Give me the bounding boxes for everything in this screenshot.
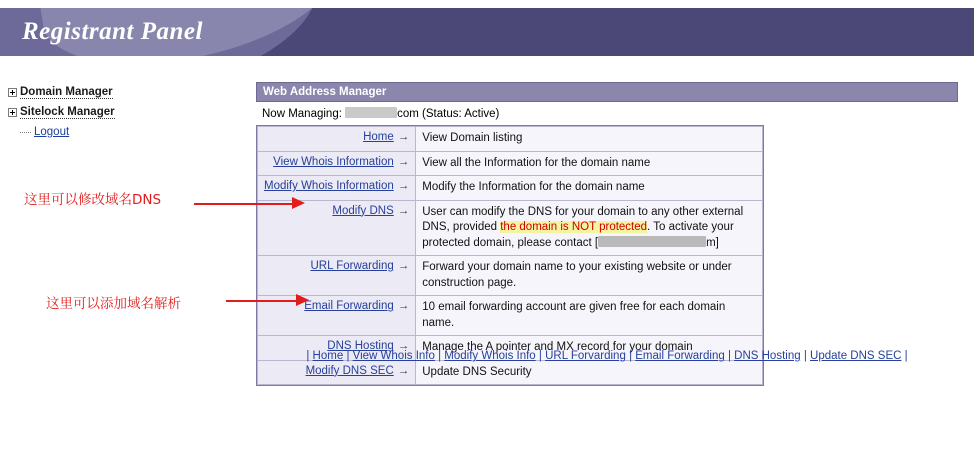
footer-separator: |	[803, 350, 807, 362]
footer-link-url-forwarding[interactable]: URL Forvarding	[545, 350, 626, 362]
sidebar-item-sitelock-manager[interactable]	[8, 102, 218, 122]
arrow-right-icon: →	[397, 364, 410, 377]
now-managing-status	[256, 102, 958, 125]
menu-link-cell[interactable]	[258, 360, 416, 385]
menu-link-modify-whois-information[interactable]: Modify Whois Information	[264, 180, 394, 193]
menu-desc-cell: Modify the Information for the domain name	[416, 176, 763, 201]
table-row	[258, 360, 763, 385]
table-row	[258, 296, 763, 336]
menu-link-dns-hosting[interactable]: DNS Hosting	[327, 340, 394, 353]
footer-separator: |	[629, 350, 633, 362]
footer-separator: |	[727, 350, 731, 362]
table-row	[258, 151, 763, 176]
footer-links	[256, 350, 958, 362]
annotation-dns-hosting-text: 这里可以添加域名解析	[46, 296, 181, 312]
panel-header: Web Address Manager	[256, 82, 958, 102]
sidebar	[8, 82, 218, 142]
sidebar-item-label[interactable]: Sitelock Manager	[20, 105, 115, 118]
footer-separator: |	[438, 350, 442, 362]
domain-status-text: (Status: Active)	[422, 108, 500, 120]
menu-link-modify-dns[interactable]: Modify DNS	[332, 204, 394, 217]
menu-link-email-forwarding[interactable]: Email Forwarding	[304, 300, 394, 313]
sidebar-item-label[interactable]: Logout	[34, 126, 70, 138]
menu-desc-cell: Forward your domain name to your existing website or under construction page.	[416, 256, 763, 296]
table-row	[258, 256, 763, 296]
menu-desc-cell: View Domain listing	[416, 127, 763, 152]
menu-link-cell[interactable]	[258, 256, 416, 296]
annotation-arrow-head-2	[296, 294, 309, 306]
footer-link-view-whois-info[interactable]: View Whois Info	[352, 350, 435, 362]
annotation-arrow-line-1	[194, 203, 294, 205]
now-managing-domain-suffix: com	[397, 108, 419, 120]
menu-table	[257, 126, 763, 385]
table-row	[258, 200, 763, 256]
annotation-arrow-line-2	[226, 300, 298, 302]
menu-link-cell[interactable]	[258, 200, 416, 256]
menu-link-view-whois-information[interactable]: View Whois Information	[273, 155, 394, 168]
table-row	[258, 176, 763, 201]
footer-link-modify-whois-info[interactable]: Modify Whois Info	[444, 350, 536, 362]
footer-link-dns-hosting[interactable]: DNS Hosting	[734, 350, 801, 362]
plus-box-icon[interactable]	[8, 108, 17, 117]
footer-separator: |	[346, 350, 350, 362]
menu-link-cell[interactable]	[258, 176, 416, 201]
sidebar-item-label[interactable]: Domain Manager	[20, 85, 113, 98]
menu-desc-cell: Update DNS Security	[416, 360, 763, 385]
desc-text-part1: User can modify the DNS for your domain to any other external DNS, provided	[422, 205, 744, 234]
arrow-right-icon: →	[397, 155, 410, 168]
dash-connector-icon	[20, 132, 31, 133]
plus-box-icon[interactable]	[8, 88, 17, 97]
menu-desc-cell-modify-dns	[416, 200, 763, 256]
desc-text-part2: . To activate your protected domain, please contact [	[422, 221, 734, 249]
sidebar-item-logout[interactable]	[8, 122, 218, 142]
table-row	[258, 127, 763, 152]
menu-link-cell[interactable]	[258, 127, 416, 152]
annotation-arrow-head-1	[292, 197, 305, 209]
arrow-right-icon: →	[397, 131, 410, 143]
footer-separator: |	[306, 350, 310, 362]
arrow-right-icon: →	[397, 204, 410, 217]
arrow-right-icon: →	[397, 180, 410, 193]
page-title: Registrant Panel	[22, 18, 203, 45]
menu-desc-cell: View all the Information for the domain name	[416, 151, 763, 176]
menu-desc-cell: Manage the A pointer and MX record for your domain	[416, 336, 763, 361]
now-managing-prefix: Now Managing:	[262, 108, 346, 120]
menu-link-cell[interactable]	[258, 151, 416, 176]
footer-link-update-dns-sec[interactable]: Update DNS SEC	[810, 350, 902, 362]
menu-link-modify-dns-sec[interactable]: Modify DNS SEC	[305, 364, 394, 377]
arrow-right-icon: →	[397, 340, 410, 353]
menu-table-wrapper	[256, 125, 764, 386]
menu-desc-cell: 10 email forwarding account are given free for each domain name.	[416, 296, 763, 336]
footer-separator: |	[904, 350, 908, 362]
desc-text-part3: m]	[706, 236, 719, 249]
annotation-modify-dns-text: 这里可以修改域名DNS	[24, 192, 162, 208]
desc-highlight-not-protected: the domain is NOT protected	[500, 221, 648, 234]
arrow-right-icon: →	[397, 300, 410, 313]
footer-link-home[interactable]: Home	[312, 350, 344, 362]
header-banner	[0, 8, 974, 56]
sidebar-item-domain-manager[interactable]	[8, 82, 218, 102]
arrow-right-icon: →	[397, 260, 410, 273]
footer-link-email-forwarding[interactable]: Email Forwarding	[635, 350, 725, 362]
redacted-email-block	[598, 236, 706, 247]
menu-link-url-forwarding[interactable]: URL Forwarding	[310, 260, 394, 273]
menu-link-home[interactable]: Home	[363, 131, 394, 143]
footer-separator: |	[538, 350, 542, 362]
web-address-manager-panel	[256, 82, 958, 386]
redacted-domain-block	[345, 107, 397, 118]
